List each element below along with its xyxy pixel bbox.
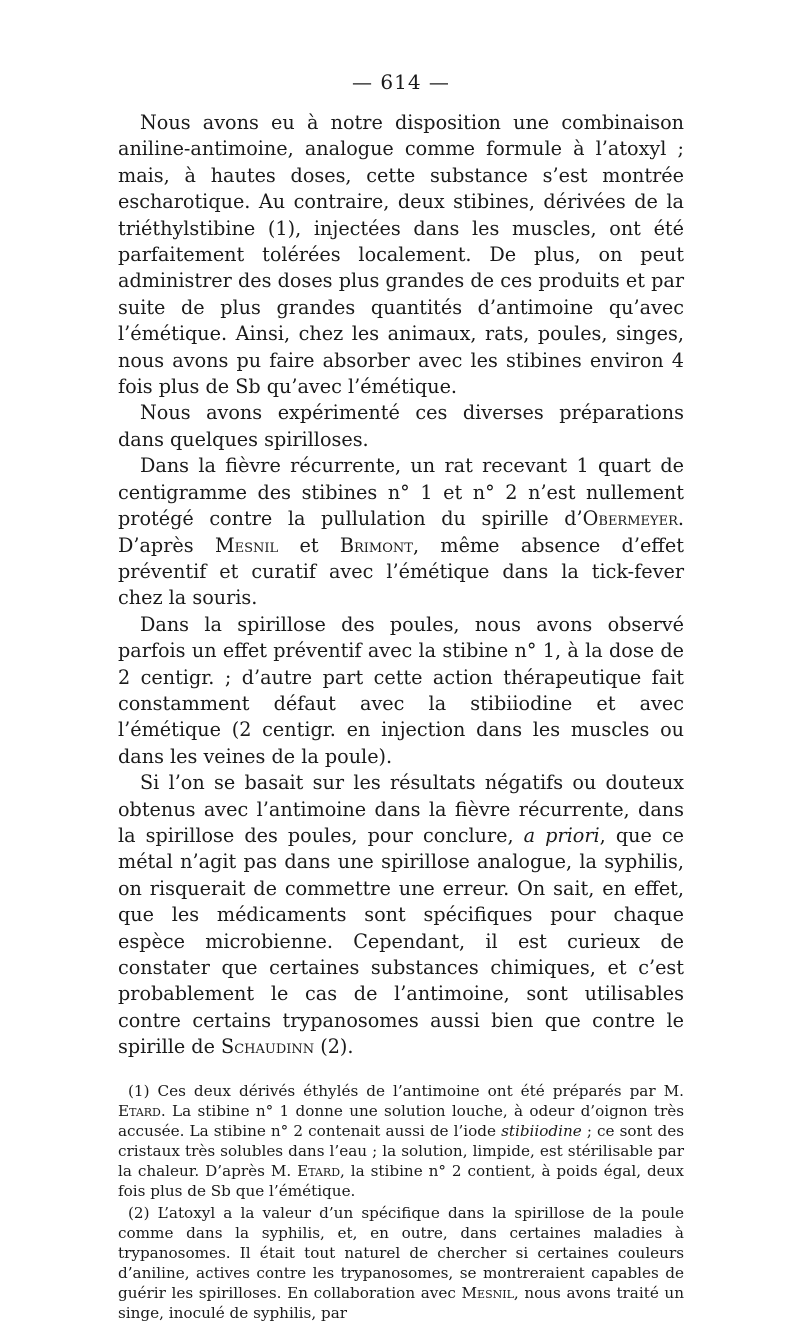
- footnote-1-text-c: ; ce sont des cristaux très solubles dans l’eau ; la solution, limpide, est stérilisable par la chaleur. D’après M.: [118, 1121, 684, 1180]
- footnote-2-text-a: (2) L’atoxyl a la valeur d’un spécifique dans la spirillose de la poule comme dans la syphilis, et, en outre, dans certaines maladies à trypanosomes. Il était tout naturel de chercher si certaines couleurs d’aniline, actives contre les trypanosomes, se montreraient capables de guérir les spirilloses. En collaboration avec: [118, 1203, 684, 1302]
- author-mesnil-footnote: Mesnil: [461, 1283, 514, 1302]
- stibiiodine-italic: stibiiodine: [501, 1121, 582, 1140]
- author-brimont: Brimont: [339, 533, 413, 557]
- paragraph-5: [118, 770, 684, 1060]
- paragraph-3-text-d: , même absence d’effet préventif et curatif avec l’émétique dans la tick-fever chez la souris.: [118, 533, 684, 610]
- author-obermeyer: Obermeyer: [582, 507, 678, 531]
- footnotes: [118, 1081, 684, 1323]
- footnote-1-text-d: , la stibine n° 2 contient, à poids égal, deux fois plus de Sb que l’émétique.: [118, 1161, 684, 1200]
- footnote-1: [118, 1081, 684, 1201]
- paragraph-5-text-a: Si l’on se basait sur les résultats négatifs ou douteux obtenus avec l’antimoine dans la fièvre récurrente, dans la spirillose des poules, pour conclure,: [118, 771, 684, 847]
- author-schaudinn: Schaudinn: [221, 1035, 315, 1059]
- author-mesnil: Mesnil: [214, 533, 279, 557]
- paragraph-2: Nous avons expérimenté ces diverses préparations dans quelques spirilloses.: [118, 401, 684, 451]
- author-etard: Etard: [118, 1101, 161, 1120]
- paragraph-3-text-b: . D’après: [118, 507, 684, 557]
- paragraph-5-text-c: (2).: [314, 1035, 354, 1059]
- page-number: — 614 —: [352, 70, 450, 94]
- paragraph-4: Dans la spirillose des poules, nous avons observé parfois un effet préventif avec la stibine n° 1, à la dose de 2 centigr. ; d’autre part cette action thérapeutique fait constamment défaut avec la stibiiodine et avec l’émétique (2 centigr. en injection dans les muscles ou dans les veines de la poule).: [118, 612, 684, 768]
- paragraph-5-text-b: , que ce métal n’agit pas dans une spirillose analogue, la syphilis, on risquerait de commettre une erreur. On sait, en effet, que les médicaments sont spécifiques pour chaque espèce microbienne. Cependant, il est curieux de constater que certaines substances chimiques, et c’est probablement le cas de l’antimoine, sont utilisables contre certains trypanosomes aussi bien que contre le spirille de: [118, 823, 684, 1059]
- paragraph-3: [118, 453, 684, 611]
- body-text: [118, 110, 684, 1061]
- page: [118, 70, 684, 1323]
- author-etard-2: Etard: [297, 1161, 341, 1180]
- footnote-2: [118, 1203, 684, 1323]
- footnote-1-text-b: . La stibine n° 1 donne une solution louche, à odeur d’oignon très accusée. La stibine n° 2 contenait aussi de l’iode: [118, 1101, 684, 1140]
- a-priori-italic: a priori: [523, 823, 600, 847]
- footnote-2-text-b: , nous avons traité un singe, inoculé de syphilis, par: [118, 1283, 684, 1322]
- paragraph-3-text-c: et: [278, 533, 340, 557]
- paragraph-1: Nous avons eu à notre disposition une combinaison aniline-antimoine, analogue comme formule à l’atoxyl ; mais, à hautes doses, cette substance s’est montrée escharotique. Au contraire, deux stibines, dérivées de la triéthylstibine (1), injectées dans les muscles, ont été parfaitement tolérées localement. De plus, on peut administrer des doses plus grandes de ces produits et par suite de plus grandes quantités d’antimoine qu’avec l’émétique. Ainsi, chez les animaux, rats, poules, singes, nous avons pu faire absorber avec les stibines environ 4 fois plus de Sb qu’avec l’émétique.: [118, 111, 684, 399]
- footnote-1-text-a: (1) Ces deux dérivés éthylés de l’antimoine ont été préparés par M.: [128, 1081, 684, 1100]
- paragraph-3-text-a: Dans la fièvre récurrente, un rat recevant 1 quart de centigramme des stibines n° 1 et n° 2 n’est nullement protégé contre la pullulation du spirille d’: [118, 454, 684, 531]
